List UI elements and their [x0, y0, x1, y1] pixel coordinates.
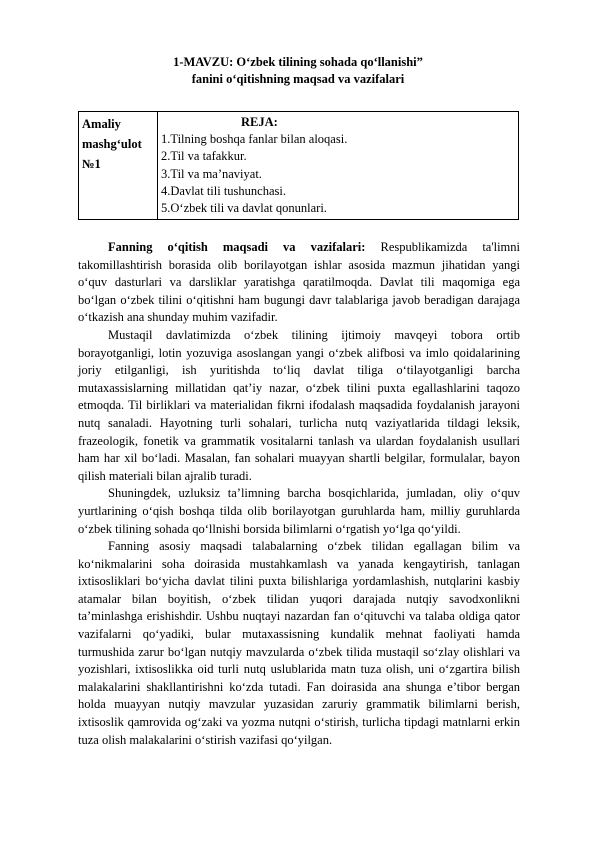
paragraph: Mustaqil davlatimizda o‘zbek tilining ijtimoiy mavqeyi tobora ortib borayotganligi, lotin yozuviga asoslangan yangi o‘zbek alifbosi va imlo qoidalarining joriy etilganligi, ish yuritishda to‘liq davlat tiliga o‘tilayotganligi barcha mutaxassislarning millatidan qat’iy nazar, o‘zbek tilini puxta egallashlarini taqozo etmoqda. Til birliklari va materialidan fikrni ifodalash maqsadida foydalanish jarayoni nutq sanaladi. Hayotning turli sohalari, turlicha nutq vaziyatlarida tildagi leksik, frazeologik, fonetik va grammatik vositalarni tanlash va ulardan foydalanish usullari ham har xil bo‘ladi. Masalan, fan sohalari muayyan shartli belgilar, formulalar, bayon qilish materiali bilan ajralib turadi.: [78, 327, 520, 483]
title-line-2: fanini o‘qitishning maqsad va vazifalari: [191, 72, 405, 86]
paragraph: Fanning asosiy maqsadi talabalarning o‘zbek tilidan egallagan bilim va ko‘nikmalarini soha doirasida mustahkamlash va yanada kengaytirish, tanlagan ixtisosliklari bo‘yicha davlat tilini puxta bilishlariga yordamlashish, nutqlarini kasbiy atamalar bilan boyitish, o‘zbek tilidan yuqori darajada nutqiy savodxonlikni ta’minlashga erishishdir. Ushbu nuqtayi nazardan fan o‘qituvchi va talaba oldiga qator vazifalarni qo‘yadiki, bular mutaxassisning kundalik mehnat faoliyati hamda turmushida zarur bo‘lgan nutqiy mavzularda o‘zbek tilida mustaqil so‘zlay olishlari va yozishlari, ixtisoslikka oid turli nutq uslublarida matn tuza olish, uni o‘zgartira bilish malakalarini shakllantirishni ko‘zda tutadi. Fan doirasida ana shunga e’tibor bergan holda muayyan nutqiy mavzular yuzasidan zaruriy grammatik bilimlarni berish, ixtisoslik qamrovida og‘zaki va yozma nutqni o‘stirish, turlicha tipdagi matnlarni erkin tuza olish malakalarini o‘stirish vazifasi qo‘yilgan.: [78, 539, 520, 747]
session-label-line: Amaliy: [82, 117, 121, 131]
document-title: [0, 54, 596, 88]
plan-item: 2.Til va tafakkur.: [161, 149, 247, 164]
plan-item: 4.Davlat tili tushunchasi.: [161, 183, 286, 198]
plan-table: [78, 111, 519, 220]
session-label-line: №1: [82, 157, 101, 171]
paragraph-lead: Fanning o‘qitish maqsadi va vazifalari:: [108, 240, 366, 254]
session-label-cell: [79, 112, 158, 220]
title-line-1: 1-MAVZU: O‘zbek tilining sohada qo‘llanishi”: [173, 55, 423, 69]
plan-item: 5.O‘zbek tili va davlat qonunlari.: [161, 201, 327, 216]
plan-cell: [158, 112, 519, 220]
plan-title: REJA:: [241, 115, 278, 129]
paragraph: Shuningdek, uzluksiz ta’limning barcha bosqichlarida, jumladan, oliy o‘quv yurtlarining o‘qish boshqa tilda olib borilayotgan guruhlarda ham, milliy guruhlarda o‘zbek tilining sohada qo‘llnishi borsida bilimlarni o‘rgatish yo‘lga qo‘yildi.: [78, 486, 520, 536]
paragraph-text: Respublikamizda ta'limni takomillashtirish borasida olib borilayotgan ishlar asosida mazmun jihatidan yangi o‘quv dasturlari va darsliklar yaratishga qaratilmoqda. Davlat tili maqomiga ega bo‘lgan o‘zbek tilini o‘qitishni ham bugungi davr talablariga javob beradigan darajaga o‘tkazish ana shunday muhim vazifadir.: [78, 240, 521, 325]
document-body: [78, 239, 520, 749]
plan-item: 3.Til va ma’naviyat.: [161, 166, 262, 181]
paragraph: [78, 239, 520, 327]
plan-item: 1.Tilning boshqa fanlar bilan aloqasi.: [161, 132, 348, 147]
session-label-line: mashg‘ulot: [82, 137, 142, 151]
